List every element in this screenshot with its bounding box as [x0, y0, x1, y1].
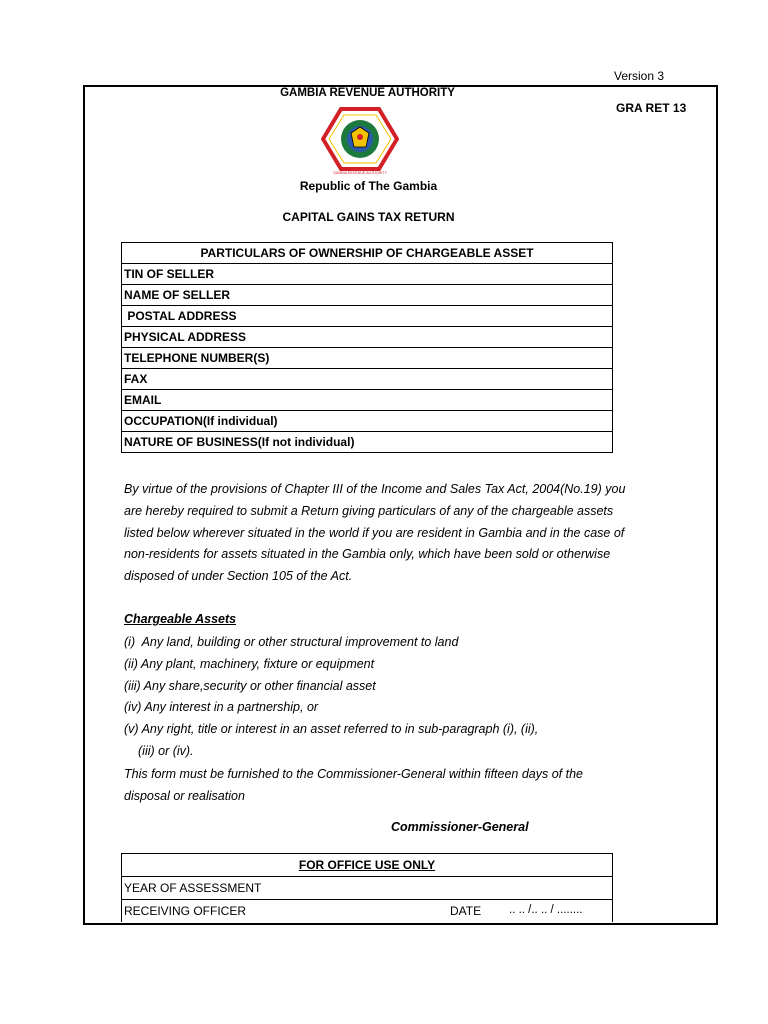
field-email[interactable]: EMAIL [122, 390, 613, 411]
receiving-officer-label: RECEIVING OFFICER [124, 904, 247, 918]
particulars-heading: PARTICULARS OF OWNERSHIP OF CHARGEABLE ASSET [122, 243, 613, 264]
field-telephone-numbers[interactable]: TELEPHONE NUMBER(S) [122, 348, 613, 369]
list-item: (iv) Any interest in a partnership, or [124, 700, 319, 715]
list-item: (iii) or (iv). [138, 743, 194, 758]
logo-caption: GAMBIA REVENUE AUTHORITY [333, 171, 387, 175]
signatory: Commissioner-General [391, 820, 529, 834]
chargeable-assets-list [124, 632, 644, 763]
version-label: Version 3 [614, 69, 665, 83]
field-postal-address[interactable]: POSTAL ADDRESS [122, 306, 613, 327]
field-occupation[interactable]: OCCUPATION(If individual) [122, 411, 613, 432]
logo-emblem-dot [357, 134, 363, 140]
date-label: DATE [450, 904, 482, 918]
office-use-heading: FOR OFFICE USE ONLY [122, 854, 613, 877]
authority-text: GAMBIA REVENUE AUTHORITY [280, 87, 455, 99]
list-item: (iii) Any share,security or other financial asset [124, 678, 376, 693]
office-use-table [121, 853, 613, 922]
field-fax[interactable]: FAX [122, 369, 613, 390]
list-item: (ii) Any plant, machinery, fixture or equipment [124, 656, 375, 671]
instructions-paragraph: By virtue of the provisions of Chapter III of the Income and Sales Tax Act, 2004(No.19) you are hereby required to submit a Return giving particulars of any of the chargeable assets listed below wherever situated in the world if you are resident in Gambia and in the case of non-residents for assets situated in the Gambia only, which have been sold or otherwise disposed of under Section 105 of the Act. [124, 482, 626, 584]
field-name-of-seller[interactable]: NAME OF SELLER [122, 285, 613, 306]
list-item: (v) Any right, title or interest in an asset referred to in sub-paragraph (i), (ii), [124, 722, 539, 737]
form-code: GRA RET 13 [616, 101, 687, 115]
list-item: (i) Any land, building or other structural improvement to land [124, 635, 459, 649]
field-nature-of-business[interactable]: NATURE OF BUSINESS(If not individual) [122, 432, 613, 453]
particulars-table [121, 242, 613, 453]
form-frame [83, 85, 718, 925]
gra-logo [321, 107, 399, 175]
field-tin-of-seller[interactable]: TIN OF SELLER [122, 264, 613, 285]
field-physical-address[interactable]: PHYSICAL ADDRESS [122, 327, 613, 348]
republic-label: Republic of The Gambia [299, 179, 438, 193]
field-receiving-officer[interactable] [122, 900, 613, 923]
submission-note: This form must be furnished to the Commissioner-General within fifteen days of the disposal or realisation [124, 767, 584, 803]
field-year-of-assessment[interactable]: YEAR OF ASSESSMENT [122, 877, 613, 900]
authority-name [85, 87, 720, 99]
chargeable-assets-heading: Chargeable Assets [124, 612, 237, 626]
date-field[interactable]: .. .. /.. .. / ........ [509, 904, 583, 916]
form-title: CAPITAL GAINS TAX RETURN [282, 210, 455, 224]
